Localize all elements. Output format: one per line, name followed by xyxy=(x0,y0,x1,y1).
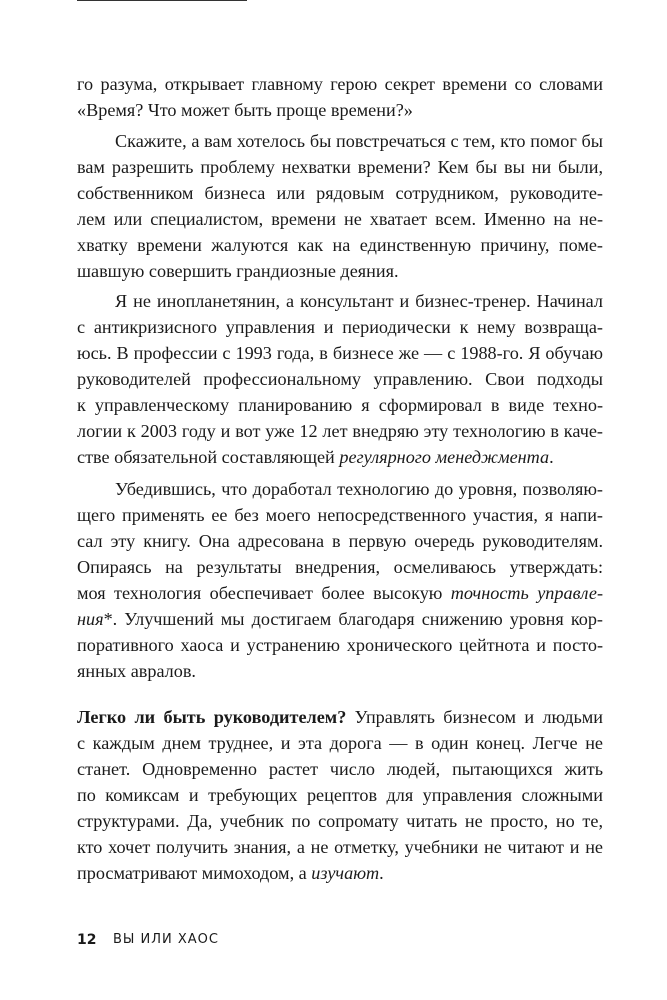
text-line: логии к 2003 году и вот уже 12 лет внедряю эту технологию в каче- xyxy=(77,421,603,441)
page-footer xyxy=(77,930,603,950)
italic-term: ния xyxy=(77,609,104,629)
text-line: с антикризисного управления и периодически к нему возвраща- xyxy=(77,317,603,337)
text-line: лем или специалистом, времени не хватает всем. Именно на не- xyxy=(77,209,603,229)
text-span: *. Улучшений мы достигаем благодаря снижению уровня кор- xyxy=(103,609,603,629)
text-line: станет. Одновременно растет число людей, пытающихся жить xyxy=(77,759,603,779)
text-line: го разума, открывает главному герою секрет времени со словами xyxy=(77,74,603,94)
text-line: к управленческому планированию я сформировал в виде техно- xyxy=(77,395,603,415)
text-span: . xyxy=(379,863,384,883)
footnote xyxy=(77,0,603,1000)
running-title: ВЫ ИЛИ ХАОС xyxy=(113,932,219,947)
text-span: . xyxy=(549,447,554,467)
text-line: собственником бизнеса или рядовым сотрудником, руководите- xyxy=(77,183,603,203)
text-line: «Время? Что может быть проще времени?» xyxy=(77,100,413,120)
text-line: щего применять ее без моего непосредственного участия, я напи- xyxy=(77,505,603,525)
text-line: поративного хаоса и устранению хронического цейтнота и посто- xyxy=(77,635,603,655)
italic-term: точность управле- xyxy=(450,583,603,603)
text-line: Опираясь на результаты внедрения, осмеливаюсь утверждать: xyxy=(77,557,603,577)
text-line: по комиксам и требующих рецептов для управления сложными xyxy=(77,785,603,805)
page-number: 12 xyxy=(77,932,97,948)
text-line: руководителей профессиональному управлению. Свои подходы xyxy=(77,369,603,389)
text-line: с каждым днем труднее, и эта дорога — в один конец. Легче не xyxy=(77,733,603,753)
text-span: моя технология обеспечивает более высокую xyxy=(77,583,451,603)
text-line: кто хочет получить знания, а не отметку, учебники не читают и не xyxy=(77,837,603,857)
run-in-heading: Легко ли быть руководителем? xyxy=(77,707,347,727)
text-line: янных авралов. xyxy=(77,661,196,681)
italic-term: изучают xyxy=(311,863,380,883)
italic-term: регулярного менеджмента xyxy=(339,447,550,467)
text-span: просматривают мимоходом, а xyxy=(77,863,312,883)
text-line: Скажите, а вам хотелось бы повстречаться с тем, кто помог бы xyxy=(115,131,603,151)
text-line: шавшую совершить грандиозные деяния. xyxy=(77,261,399,281)
text-span: стве обязательной составляющей xyxy=(77,447,340,467)
text-line: вам разрешить проблему нехватки времени? Кем бы вы ни были, xyxy=(77,157,603,177)
text-line: Я не инопланетянин, а консультант и бизнес-тренер. Начинал xyxy=(115,291,603,311)
text-line: сал эту книгу. Она адресована в первую очередь руководителям. xyxy=(77,531,603,551)
text-span: Управлять бизнесом и людьми xyxy=(346,707,604,727)
text-line: структурами. Да, учебник по сопромату читать не просто, но те, xyxy=(77,811,603,831)
text-line: хватку времени жалуются как на единственную причину, поме- xyxy=(77,235,603,255)
text-line: юсь. В профессии с 1993 года, в бизнесе же — с 1988-го. Я обучаю xyxy=(77,343,603,363)
text-line: Убедившись, что доработал технологию до уровня, позволяю- xyxy=(115,479,603,499)
